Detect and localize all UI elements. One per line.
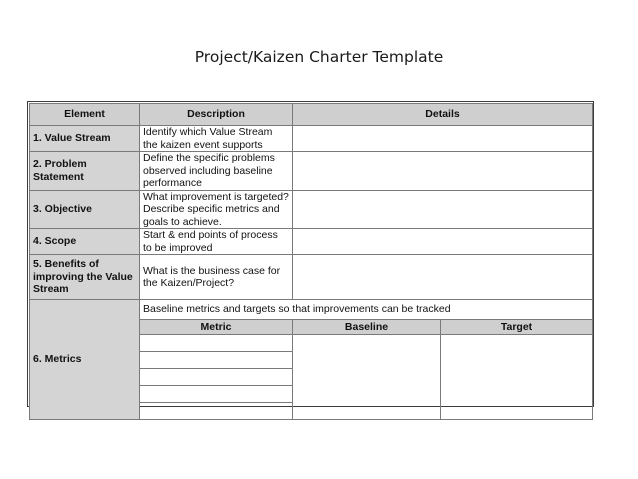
description-objective: What improvement is targeted? Describe specific metrics and goals to achieve. [140, 190, 293, 229]
header-details: Details [293, 104, 593, 126]
metrics-header-metric: Metric [140, 320, 293, 335]
details-benefits[interactable] [293, 255, 593, 300]
details-problem-statement[interactable] [293, 152, 593, 191]
table-row [30, 152, 593, 191]
element-problem-statement: 2. Problem Statement [30, 152, 140, 191]
details-value-stream[interactable] [293, 126, 593, 152]
table-row [30, 255, 593, 300]
header-row [30, 104, 593, 126]
page-title: Project/Kaizen Charter Template [194, 48, 444, 66]
header-element: Element [30, 104, 140, 126]
baseline-cell[interactable] [293, 335, 441, 420]
header-description: Description [140, 104, 293, 126]
element-value-stream: 1. Value Stream [30, 126, 140, 152]
description-problem-statement: Define the specific problems observed including baseline performance [140, 152, 293, 191]
metrics-header-baseline: Baseline [293, 320, 441, 335]
metrics-description-row [30, 300, 593, 320]
metric-cell[interactable] [140, 352, 293, 369]
metric-cell[interactable] [140, 369, 293, 386]
charter-table [29, 103, 593, 420]
details-objective[interactable] [293, 190, 593, 229]
description-metrics: Baseline metrics and targets so that improvements can be tracked [140, 300, 593, 320]
target-cell[interactable] [441, 335, 593, 420]
element-objective: 3. Objective [30, 190, 140, 229]
table-row [30, 229, 593, 255]
table-row [30, 126, 593, 152]
element-benefits: 5. Benefits of improving the Value Stream [30, 255, 140, 300]
description-scope: Start & end points of process to be improved [140, 229, 293, 255]
description-benefits: What is the business case for the Kaizen/Project? [140, 255, 293, 300]
metric-cell[interactable] [140, 335, 293, 352]
table-row [30, 190, 593, 229]
details-scope[interactable] [293, 229, 593, 255]
element-scope: 4. Scope [30, 229, 140, 255]
description-value-stream: Identify which Value Stream the kaizen event supports [140, 126, 293, 152]
element-metrics: 6. Metrics [30, 300, 140, 420]
metric-cell[interactable] [140, 386, 293, 403]
metric-cell[interactable] [140, 403, 293, 420]
metrics-header-target: Target [441, 320, 593, 335]
